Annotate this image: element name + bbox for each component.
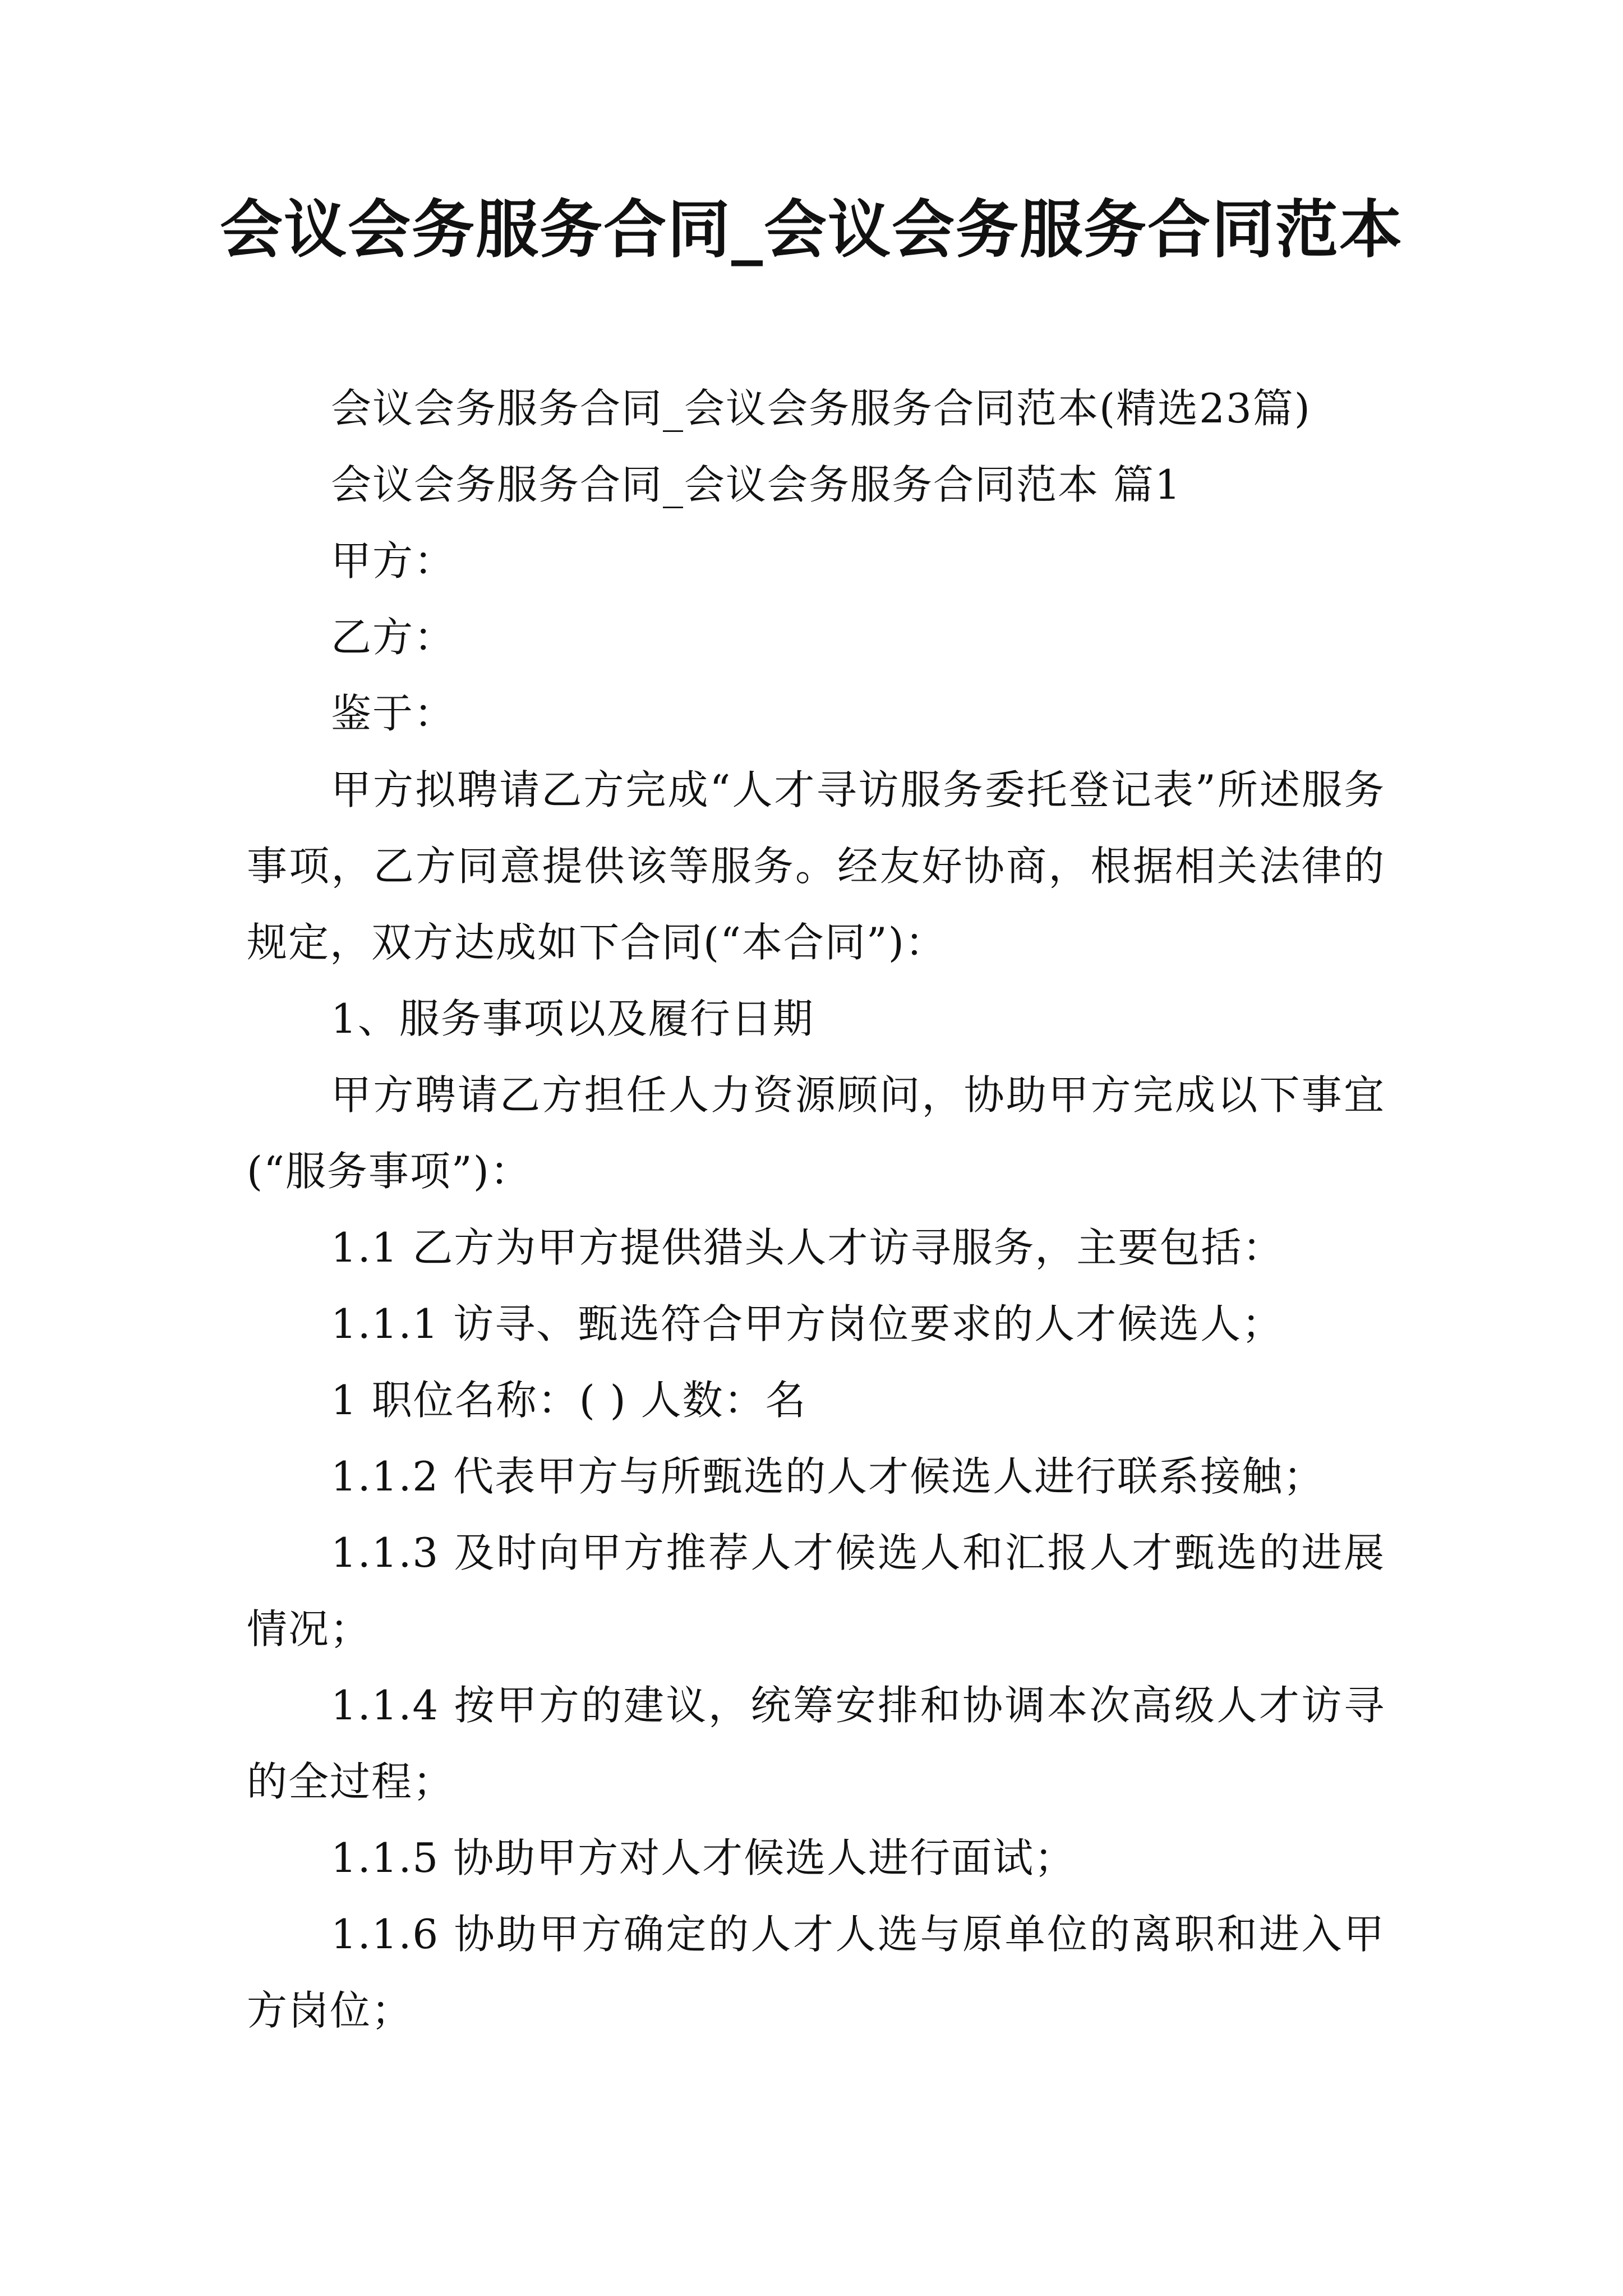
- paragraph-clause-1-1-4: 1.1.4 按甲方的建议，统筹安排和协调本次高级人才访寻的全过程；: [247, 1682, 1385, 1805]
- paragraph-party-a: 甲方：: [331, 537, 456, 585]
- document-title: 会议会务服务合同_会议会务服务合同范本: [220, 194, 1403, 266]
- paragraph-whereas: 鉴于：: [331, 690, 456, 737]
- paragraph-clause-1-1-5: 1.1.5 协助甲方对人才候选人进行面试；: [331, 1834, 1076, 1881]
- paragraph-clause-1-1-6: 1.1.6 协助甲方确定的人才人选与原单位的离职和进入甲方岗位；: [247, 1911, 1385, 2034]
- paragraph-clause-1-1-1: 1.1.1 访寻、甄选符合甲方岗位要求的人才候选人；: [331, 1300, 1284, 1347]
- paragraph-party-b: 乙方：: [331, 614, 456, 661]
- paragraph-section-1-heading: 1、服务事项以及履行日期: [331, 995, 814, 1042]
- paragraph-collection-title: 会议会务服务合同_会议会务服务合同范本(精选23篇): [331, 385, 1311, 432]
- paragraph-clause-1-1: 1.1 乙方为甲方提供猎头人才访寻服务，主要包括：: [331, 1224, 1284, 1271]
- paragraph-clause-1-1-3: 1.1.3 及时向甲方推荐人才候选人和汇报人才甄选的进展情况；: [247, 1529, 1385, 1653]
- paragraph-clause-1-1-2: 1.1.2 代表甲方与所甄选的人才候选人进行联系接触；: [331, 1453, 1325, 1500]
- paragraph-recital: 甲方拟聘请乙方完成“人才寻访服务委托登记表”所述服务事项，乙方同意提供该等服务。经友好协商，根据相关法律的规定，双方达成如下合同(“本合同”)：: [247, 766, 1385, 966]
- document-body: [247, 370, 1385, 2049]
- paragraph-article-heading: 会议会务服务合同_会议会务服务合同范本 篇1: [331, 461, 1182, 508]
- paragraph-section-1-intro: 甲方聘请乙方担任人力资源顾问，协助甲方完成以下事宜(“服务事项”)：: [247, 1071, 1385, 1195]
- paragraph-position-line: 1 职位名称：( ) 人数：名: [331, 1377, 807, 1424]
